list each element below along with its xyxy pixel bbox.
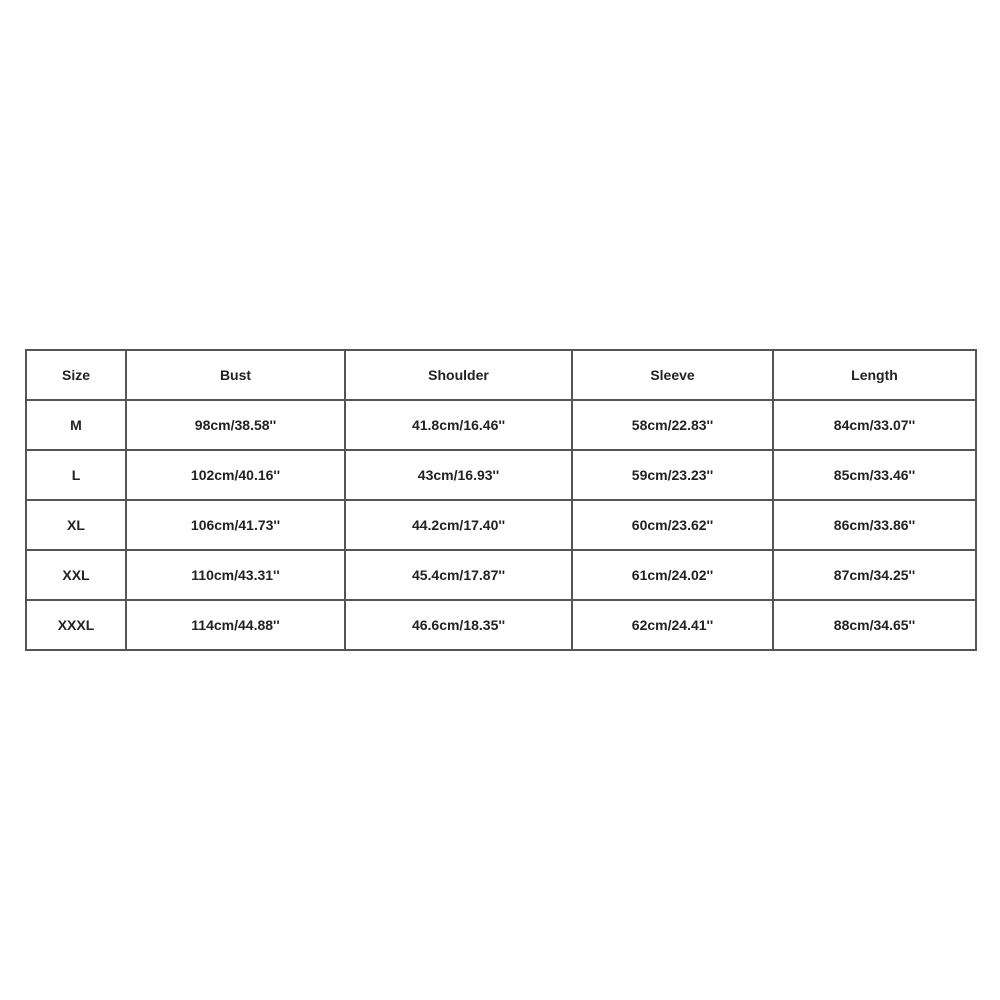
table-row [26, 500, 976, 550]
header-sleeve: Sleeve [572, 350, 773, 400]
shoulder-cell: 46.6cm/18.35'' [345, 600, 572, 650]
length-cell: 84cm/33.07'' [773, 400, 976, 450]
shoulder-cell: 45.4cm/17.87'' [345, 550, 572, 600]
size-cell: XXXL [26, 600, 126, 650]
table-row [26, 400, 976, 450]
length-cell: 88cm/34.65'' [773, 600, 976, 650]
bust-cell: 106cm/41.73'' [126, 500, 345, 550]
sleeve-cell: 59cm/23.23'' [572, 450, 773, 500]
header-row [26, 350, 976, 400]
table-row [26, 550, 976, 600]
bust-cell: 110cm/43.31'' [126, 550, 345, 600]
size-chart-table [25, 349, 977, 651]
header-shoulder: Shoulder [345, 350, 572, 400]
shoulder-cell: 43cm/16.93'' [345, 450, 572, 500]
bust-cell: 114cm/44.88'' [126, 600, 345, 650]
size-cell: XL [26, 500, 126, 550]
sleeve-cell: 61cm/24.02'' [572, 550, 773, 600]
length-cell: 87cm/34.25'' [773, 550, 976, 600]
shoulder-cell: 41.8cm/16.46'' [345, 400, 572, 450]
sleeve-cell: 58cm/22.83'' [572, 400, 773, 450]
sleeve-cell: 60cm/23.62'' [572, 500, 773, 550]
header-size: Size [26, 350, 126, 400]
bust-cell: 98cm/38.58'' [126, 400, 345, 450]
size-cell: L [26, 450, 126, 500]
size-cell: XXL [26, 550, 126, 600]
length-cell: 85cm/33.46'' [773, 450, 976, 500]
table-row [26, 600, 976, 650]
sleeve-cell: 62cm/24.41'' [572, 600, 773, 650]
header-length: Length [773, 350, 976, 400]
length-cell: 86cm/33.86'' [773, 500, 976, 550]
bust-cell: 102cm/40.16'' [126, 450, 345, 500]
shoulder-cell: 44.2cm/17.40'' [345, 500, 572, 550]
header-bust: Bust [126, 350, 345, 400]
table-row [26, 450, 976, 500]
size-cell: M [26, 400, 126, 450]
